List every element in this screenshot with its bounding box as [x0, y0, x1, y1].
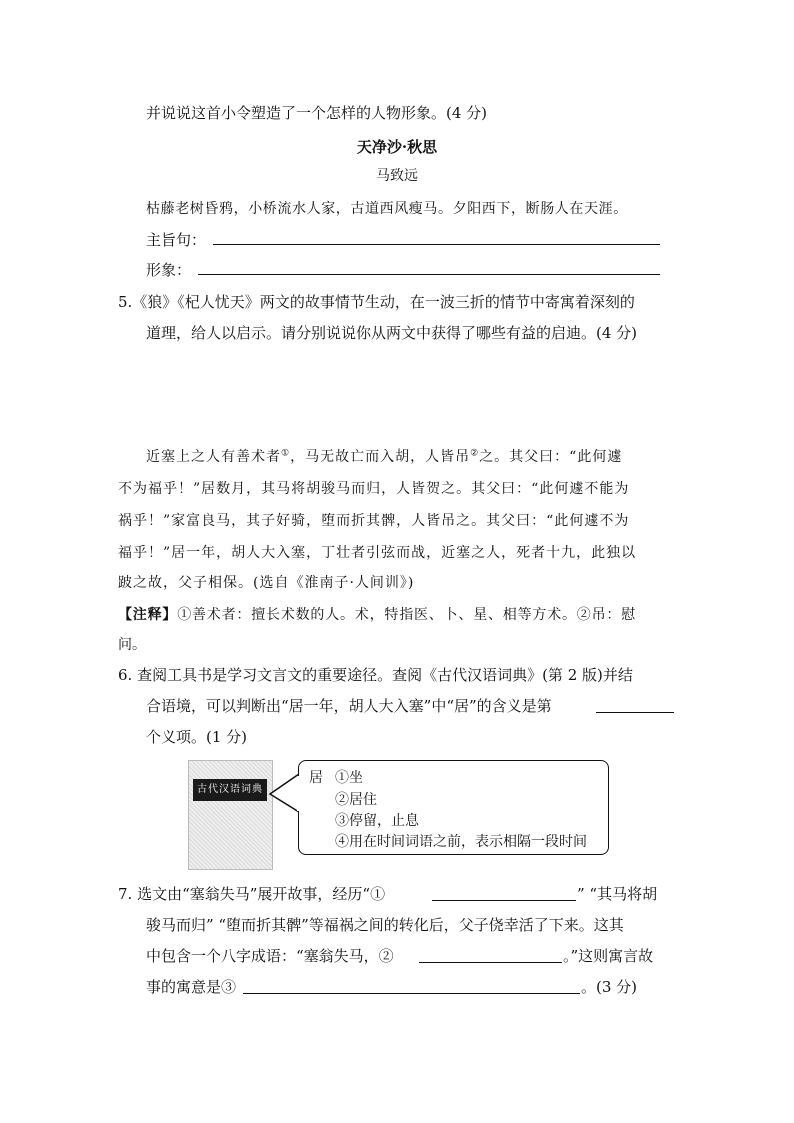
dictionary-sense-4: ④用在时间词语之前，表示相隔一段时间: [335, 834, 587, 850]
question-6-line-3: 个义项。(1 分): [146, 728, 248, 746]
dictionary-headword: 居: [309, 770, 323, 786]
question-7-line-3b: 。”这则寓言故: [563, 947, 654, 965]
dictionary-cover-image: [188, 760, 273, 870]
pointer-joint: [297, 776, 301, 811]
note-marker-1: ①: [281, 448, 291, 459]
poem-text: 枯藤老树昏鸦，小桥流水人家，古道西风瘦马。夕阳西下，断肠人在天涯。: [146, 201, 628, 217]
sense-number-blank[interactable]: [596, 712, 674, 713]
blank-3[interactable]: [243, 993, 580, 994]
question-5-line-1: 5.《狼》《杞人忧天》两文的故事情节生动，在一波三折的情节中寄寓着深刻的: [118, 293, 635, 311]
theme-answer-blank[interactable]: [213, 244, 660, 245]
dictionary-sense-3: ③停留，止息: [335, 813, 419, 829]
dictionary-sense-1: ①坐: [335, 770, 363, 786]
question-7-line-1a: 7. 选文由“塞翁失马”展开故事，经历“①: [118, 885, 386, 903]
passage-text: 之。其父曰：“此何遽: [479, 449, 623, 465]
passage-line-3: 祸乎！”家富良马，其子好骑，堕而折其髀，人皆吊之。其父曰：“此何遽不为: [118, 513, 630, 529]
question-prompt-line: 并说说这首小令塑造了一个怎样的人物形象。(4 分): [146, 104, 488, 122]
passage-line-2: 不为福乎！”居数月，其马将胡骏马而归，人皆贺之。其父曰：“此何遽不能为: [118, 481, 630, 497]
notes-line-2: 问。: [118, 637, 146, 653]
notes-line-1: [118, 604, 636, 624]
question-6-line-1: 6. 查阅工具书是学习文言文的重要途径。查阅《古代汉语词典》(第 2 版)并结: [118, 666, 633, 684]
bubble-pointer: [270, 774, 300, 814]
dictionary-entry-box: [298, 760, 609, 855]
question-7-line-2: 骏马而归” “堕而折其髀”等福祸之间的转化后，父子侥幸活了下来。这其: [146, 916, 624, 934]
question-7-line-3a: 中包含一个八字成语：“塞翁失马，②: [146, 947, 394, 965]
question-6-line-2: 合语境，可以判断出“居一年，胡人大入塞”中“居”的含义是第: [146, 697, 552, 715]
note-marker-2: ②: [470, 448, 480, 459]
notes-heading: 【注释】: [118, 607, 178, 623]
passage-line-4: 福乎！”居一年，胡人大入塞，丁壮者引弦而战，近塞之人，死者十九，此独以: [118, 545, 637, 561]
image-answer-blank[interactable]: [198, 274, 660, 275]
poem-author: 马致远: [376, 168, 418, 184]
passage-line-5: 跛之故，父子相保。(选自《淮南子·人间训》): [118, 575, 415, 591]
image-label: 形象：: [146, 261, 192, 279]
dictionary-sense-2: ②居住: [335, 792, 377, 808]
question-7-line-4b: 。(3 分): [581, 978, 638, 996]
question-5-line-2: 道理，给人以启示。请分别说说你从两文中获得了哪些有益的启迪。(4 分): [146, 324, 638, 342]
theme-label: 主旨句：: [146, 231, 207, 249]
question-7-line-1b: ” “其马将胡: [577, 885, 658, 903]
passage-line-1: [146, 446, 622, 466]
question-7-line-4a: 事的寓意是③: [146, 978, 237, 996]
passage-text: ，马无故亡而入胡，人皆吊: [290, 449, 471, 465]
poem-title: 天净沙·秋思: [356, 138, 438, 156]
dictionary-cover-title: 古代汉语词典: [193, 779, 267, 801]
blank-1[interactable]: [432, 900, 576, 901]
notes-text: ①善术者：擅长术数的人。术，特指医、卜、星、相等方术。②吊：慰: [177, 607, 637, 623]
blank-2[interactable]: [419, 962, 562, 963]
passage-text: 近塞上之人有善术者: [146, 449, 281, 465]
